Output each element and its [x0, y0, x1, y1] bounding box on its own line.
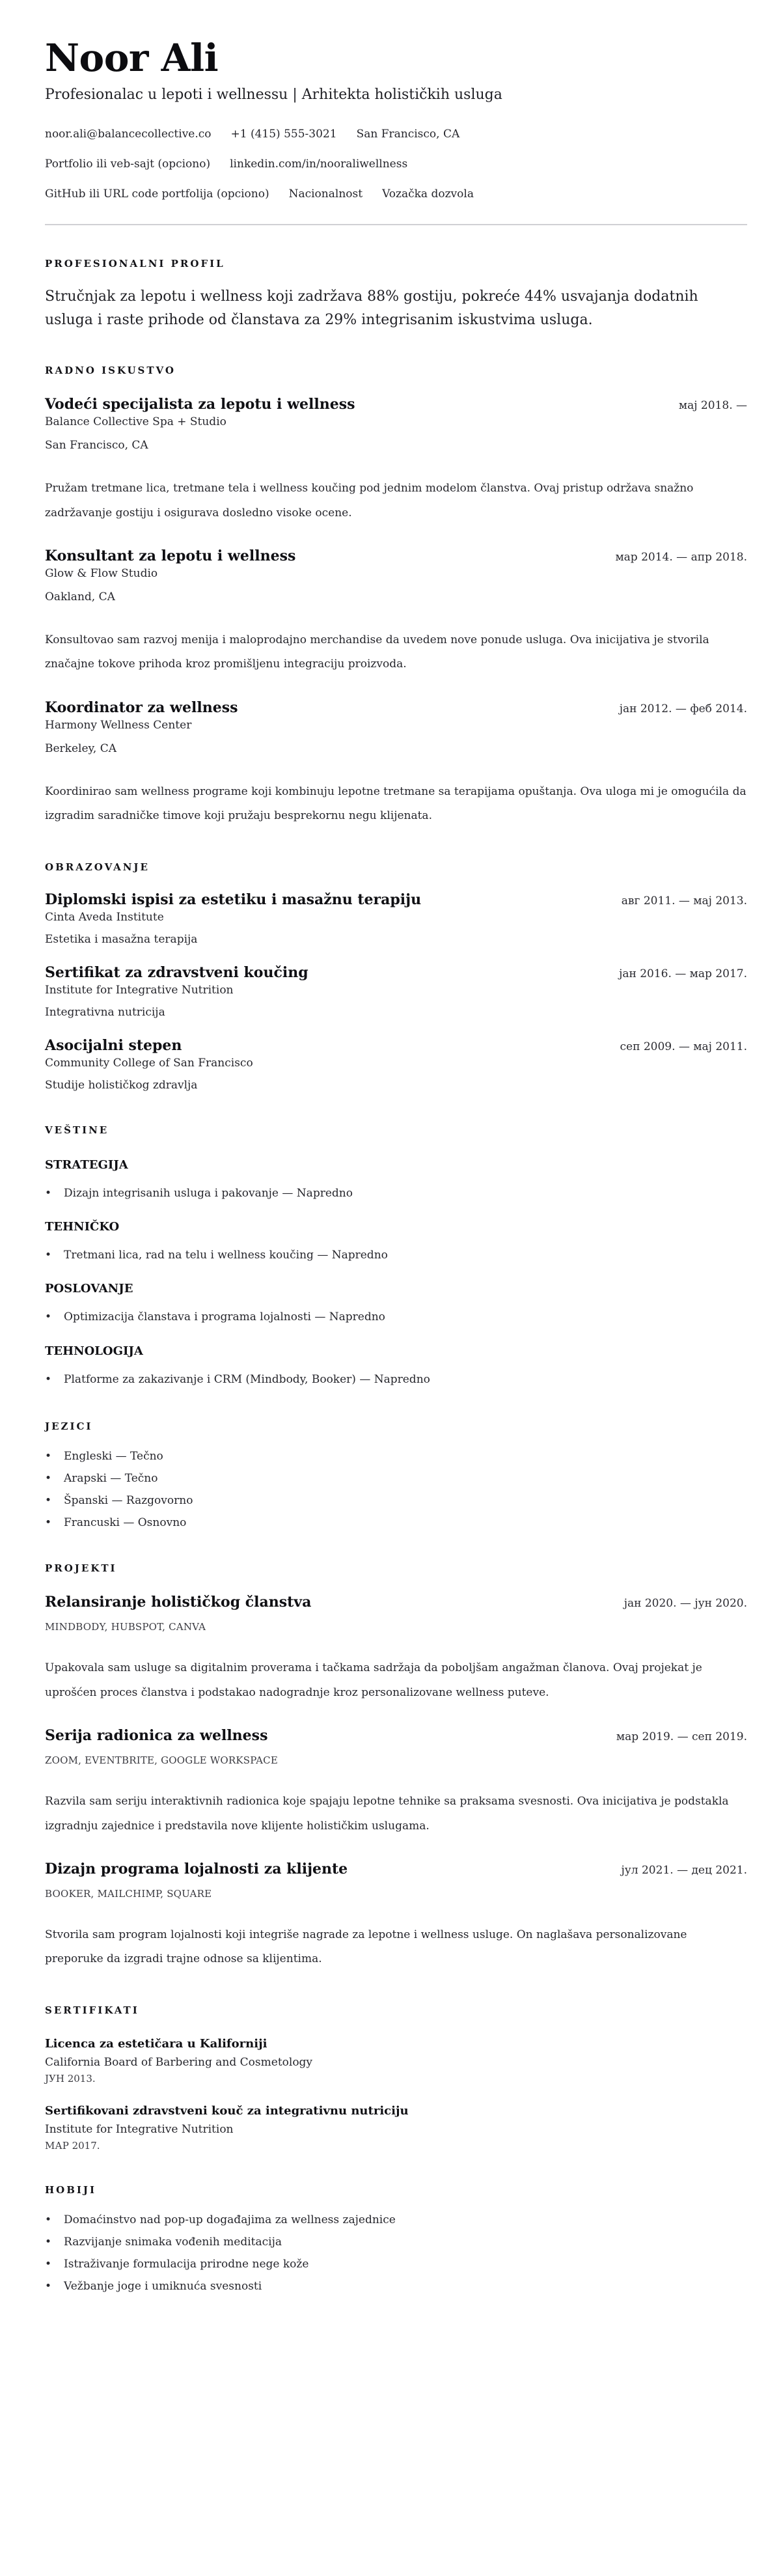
project-entry: [45, 1594, 747, 1705]
project-tech: ZOOM, EVENTBRITE, GOOGLE WORKSPACE: [45, 1754, 279, 1767]
section-title: RADNO ISKUSTVO: [45, 365, 176, 377]
job-dates: мај 2018. —: [678, 399, 747, 413]
contact-portfolio[interactable]: Portfolio ili veb-sajt (opciono): [45, 157, 211, 171]
language-item: • Španski — Razgovorno: [45, 1493, 747, 1508]
contact-drivers-license: Vozačka dozvola: [382, 187, 474, 201]
section-title: SERTIFIKATI: [45, 2004, 139, 2016]
job-description: Pružam tretmane lica, tretmane tela i wellness koučing pod jednim modelom članstva. Ovaj pristup održava snažno zadržavanje gostiju i osigurava dosledno visoke ocene.: [45, 482, 694, 519]
school-name: Community College of San Francisco: [45, 1056, 253, 1070]
project-entry: [45, 1727, 747, 1838]
school-name: Cinta Aveda Institute: [45, 910, 164, 924]
experience-section: [45, 365, 747, 828]
section-title: HOBIJI: [45, 2183, 97, 2196]
certificate-issuer: California Board of Barbering and Cosmetology: [45, 2055, 313, 2069]
project-name: Relansiranje holističkog članstva: [45, 1594, 312, 1611]
hobby-item: • Razvijanje snimaka vođenih meditacija: [45, 2235, 747, 2249]
degree-title: Asocijalni stepen: [45, 1036, 182, 1054]
field-of-study: Integrativna nutricija: [45, 1005, 165, 1019]
education-entry: [45, 1037, 747, 1092]
candidate-headline: Profesionalac u lepoti i wellnessu | Arhitekta holističkih usluga: [45, 86, 502, 103]
job-title: Konsultant za lepotu i wellness: [45, 547, 296, 565]
contact-nationality: Nacionalnost: [288, 187, 363, 201]
job-company: Glow & Flow Studio: [45, 567, 158, 581]
resume-header: [45, 36, 747, 225]
job-dates: мар 2014. — апр 2018.: [615, 551, 747, 564]
experience-entry: [45, 396, 747, 525]
project-entry: [45, 1861, 747, 1972]
skill-item: • Tretmani lica, rad na telu i wellness koučing — Napredno: [45, 1247, 747, 1264]
project-tech: BOOKER, MAILCHIMP, SQUARE: [45, 1887, 212, 1900]
candidate-name: Noor Ali: [45, 36, 219, 80]
profile-summary: Stručnjak za lepotu i wellness koji zadržava 88% gostiju, pokreće 44% usvajanja dodatnih usluga i raste prihode od članstava za 29% integrisanim iskustvima usluga.: [45, 288, 698, 328]
project-dates: мар 2019. — сеп 2019.: [616, 1730, 747, 1744]
hobbies-section: [45, 2184, 747, 2293]
contact-linkedin[interactable]: linkedin.com/in/nooraliwellness: [230, 157, 408, 171]
certificate-entry: [45, 2104, 747, 2152]
skill-category: TEHNOLOGIJA: [45, 1344, 143, 1358]
certificate-name: Sertifikovani zdravstveni kouč za integrativnu nutriciju: [45, 2103, 409, 2118]
language-item: • Arapski — Tečno: [45, 1471, 747, 1486]
language-item: • Francuski — Osnovno: [45, 1516, 747, 1530]
job-location: Oakland, CA: [45, 590, 115, 604]
education-section: [45, 861, 747, 1092]
skill-item: • Optimizacija članstava i programa lojalnosti — Napredno: [45, 1309, 747, 1325]
education-entry: [45, 891, 747, 946]
languages-section: [45, 1420, 747, 1530]
contact-email[interactable]: noor.ali@balancecollective.co: [45, 127, 212, 141]
section-title: PROJEKTI: [45, 1562, 117, 1575]
skill-category: TEHNIČKO: [45, 1219, 120, 1234]
field-of-study: Studije holističkog zdravlja: [45, 1078, 198, 1092]
hobby-item: • Vežbanje joge i umiknuća svesnosti: [45, 2279, 747, 2293]
job-company: Balance Collective Spa + Studio: [45, 415, 226, 429]
job-description: Konsultovao sam razvoj menija i maloprodajno merchandise da uvedem nove ponude usluga. Ova inicijativa je stvorila značajne tokove prihoda kroz promišljenu integraciju proizvoda.: [45, 633, 709, 671]
profile-section: [45, 258, 747, 333]
contact-github[interactable]: GitHub ili URL code portfolija (opciono): [45, 187, 269, 201]
field-of-study: Estetika i masažna terapija: [45, 932, 198, 946]
project-name: Dizajn programa lojalnosti za klijente: [45, 1860, 348, 1877]
experience-entry: [45, 547, 747, 677]
school-name: Institute for Integrative Nutrition: [45, 983, 234, 997]
education-dates: јан 2016. — мар 2017.: [619, 967, 747, 980]
section-title: VEŠTINE: [45, 1124, 109, 1136]
job-title: Vodeći specijalista za lepotu i wellness: [45, 396, 355, 413]
header-divider: [45, 224, 747, 225]
hobby-item: • Domaćinstvo nad pop-up događajima za wellness zajednice: [45, 2213, 747, 2227]
project-description: Razvila sam seriju interaktivnih radionica koje spajaju lepotne tehnike sa praksama svesnosti. Ova inicijativa je podstakla izgradnju zajednice i predstavila nove klijente holističkim uslugama.: [45, 1795, 729, 1833]
job-location: San Francisco, CA: [45, 439, 148, 452]
degree-title: Sertifikat za zdravstveni koučing: [45, 963, 308, 981]
job-company: Harmony Wellness Center: [45, 718, 192, 732]
contact-location: San Francisco, CA: [356, 127, 460, 141]
skill-group: [45, 1158, 747, 1202]
certificate-name: Licenca za estetičara u Kaliforniji: [45, 2036, 267, 2051]
skill-category: POSLOVANJE: [45, 1282, 133, 1296]
education-dates: авг 2011. — мај 2013.: [621, 894, 747, 907]
language-item: • Engleski — Tečno: [45, 1449, 747, 1463]
certificate-date: ЈУН 2013.: [45, 2072, 96, 2084]
skill-group: [45, 1220, 747, 1264]
project-tech: MINDBODY, HUBSPOT, CANVA: [45, 1621, 206, 1633]
project-dates: јул 2021. — дец 2021.: [621, 1863, 747, 1877]
project-description: Stvorila sam program lojalnosti koji integriše nagrade za lepotne i wellness usluge. On naglašava personalizovane preporuke da izgradi trajne odnose sa klijentima.: [45, 1928, 687, 1966]
contact-phone[interactable]: +1 (415) 555-3021: [230, 127, 337, 141]
certificates-section: [45, 2004, 747, 2152]
section-title: PROFESIONALNI PROFIL: [45, 257, 225, 270]
job-dates: јан 2012. — феб 2014.: [619, 702, 747, 715]
education-dates: сеп 2009. — мај 2011.: [620, 1040, 747, 1053]
section-title: JEZICI: [45, 1420, 93, 1432]
skills-section: [45, 1124, 747, 1388]
skill-group: [45, 1344, 747, 1388]
skill-category: STRATEGIJA: [45, 1157, 128, 1172]
project-name: Serija radionica za wellness: [45, 1727, 268, 1745]
contact-row: [45, 158, 747, 171]
project-dates: јан 2020. — јун 2020.: [623, 1597, 747, 1611]
skill-group: [45, 1282, 747, 1325]
certificate-date: МАР 2017.: [45, 2139, 100, 2152]
project-description: Upakovala sam usluge sa digitalnim proverama i tačkama sadržaja da poboljšam angažman članova. Ovaj projekat je uprošćen proces članstva i podstakao nadogradnje kroz personalizovane wellness puteve.: [45, 1661, 702, 1699]
degree-title: Diplomski ispisi za estetiku i masažnu terapiju: [45, 891, 422, 908]
skill-item: • Platforme za zakazivanje i CRM (Mindbody, Booker) — Napredno: [45, 1371, 747, 1388]
job-description: Koordinirao sam wellness programe koji kombinuju lepotne tretmane sa terapijama opuštanja. Ova uloga mi je omogućila da izgradim saradničke timove koji pružaju besprekornu negu klijenata.: [45, 784, 747, 823]
experience-entry: [45, 699, 747, 829]
skill-item: • Dizajn integrisanih usluga i pakovanje — Napredno: [45, 1185, 747, 1202]
section-title: OBRAZOVANJE: [45, 861, 150, 873]
education-entry: [45, 964, 747, 1019]
certificate-entry: [45, 2037, 747, 2084]
job-location: Berkeley, CA: [45, 741, 116, 755]
contact-row: [45, 187, 747, 201]
contact-row: [45, 128, 747, 141]
projects-section: [45, 1562, 747, 1971]
certificate-issuer: Institute for Integrative Nutrition: [45, 2122, 234, 2136]
job-title: Koordinator za wellness: [45, 699, 238, 716]
hobby-item: • Istraživanje formulacija prirodne nege kože: [45, 2257, 747, 2271]
